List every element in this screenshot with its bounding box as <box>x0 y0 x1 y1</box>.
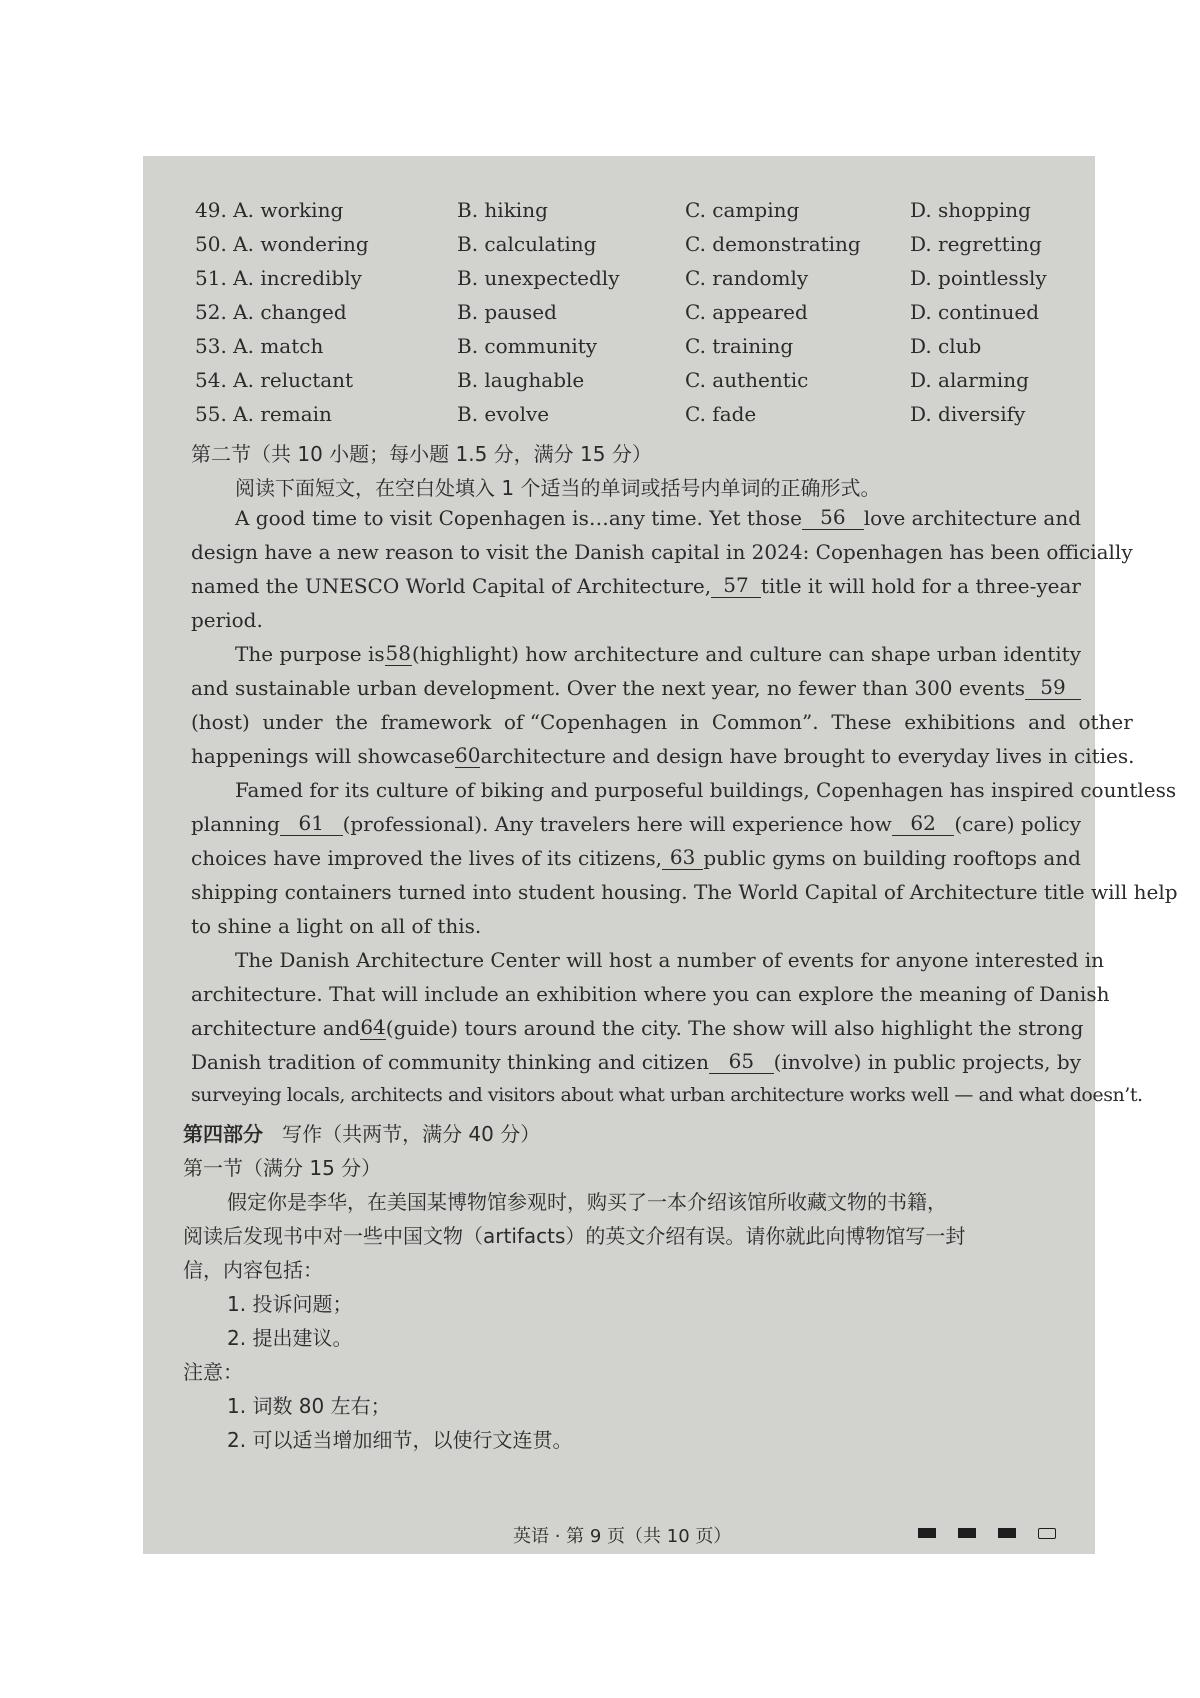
passage-text: named the UNESCO World Capital of Architecture, <box>191 574 712 598</box>
passage-line <box>191 1015 1084 1040</box>
passage-line: surveying locals, architects and visitors about what urban architecture works well — and what doesn’t. <box>191 1084 1143 1106</box>
note-item: 1. 词数 80 左右； <box>227 1394 391 1418</box>
blank-60[interactable]: 60 <box>455 743 481 767</box>
option-row-49 <box>195 198 1075 232</box>
option-a-text: A. match <box>233 334 324 358</box>
option-d: D. pointlessly <box>910 266 1047 290</box>
option-b: B. paused <box>457 300 557 324</box>
option-d: D. regretting <box>910 232 1042 256</box>
passage-text: planning <box>191 812 280 836</box>
passage-text: (guide) tours around the city. The show will also highlight the strong <box>385 1016 1084 1040</box>
blank-62[interactable]: 62 <box>892 812 955 836</box>
passage-line: period. <box>191 608 263 632</box>
passage-text: (involve) in public projects, by <box>773 1050 1081 1074</box>
part-heading <box>183 1118 540 1147</box>
passage-line <box>191 812 1081 836</box>
option-d: D. alarming <box>910 368 1029 392</box>
option-d: D. shopping <box>910 198 1031 222</box>
question-number: 52. <box>195 300 227 324</box>
passage-text: title it will hold for a three-year <box>760 574 1081 598</box>
option-b: B. laughable <box>457 368 585 392</box>
option-c: C. authentic <box>685 368 809 392</box>
option-d: D. diversify <box>910 402 1026 426</box>
option-d: D. club <box>910 334 982 358</box>
blank-63[interactable]: 63 <box>662 846 703 870</box>
passage-line <box>191 1050 1081 1074</box>
option-a-text: A. incredibly <box>233 266 362 290</box>
option-b: B. community <box>457 334 598 358</box>
note-item: 2. 可以适当增加细节，以使行文连贯。 <box>227 1428 573 1452</box>
part-title: 写作（共两节，满分 40 分） <box>282 1122 541 1146</box>
option-c: C. randomly <box>685 266 809 290</box>
question-number: 55. <box>195 402 227 426</box>
option-c: C. training <box>685 334 794 358</box>
passage-text: A good time to visit Copenhagen is…any time. Yet those <box>235 506 802 530</box>
passage-text: love architecture and <box>863 506 1081 530</box>
passage-text: architecture and design have brought to everyday lives in cities. <box>480 744 1135 768</box>
prompt-item: 1. 投诉问题； <box>227 1292 353 1316</box>
option-b: B. hiking <box>457 198 548 222</box>
option-row-52 <box>195 300 1075 334</box>
marker-square <box>918 1528 936 1538</box>
blank-58[interactable]: 58 <box>385 641 411 665</box>
option-c: C. appeared <box>685 300 808 324</box>
option-row-55 <box>195 402 1075 436</box>
passage-line: design have a new reason to visit the Danish capital in 2024: Copenhagen has been officially <box>191 540 1133 564</box>
option-a <box>195 198 343 222</box>
passage-text: public gyms on building rooftops and <box>703 846 1081 870</box>
option-b: B. unexpectedly <box>457 266 620 290</box>
passage-line <box>235 642 1081 666</box>
passage-text: choices have improved the lives of its citizens, <box>191 846 662 870</box>
question-number: 50. <box>195 232 227 256</box>
passage-text: (highlight) how architecture and culture can shape urban identity <box>411 642 1081 666</box>
passage-line <box>191 676 1081 700</box>
option-row-50 <box>195 232 1075 266</box>
blank-57[interactable]: 57 <box>711 574 761 598</box>
blank-56[interactable]: 56 <box>802 506 864 530</box>
blank-64[interactable]: 64 <box>360 1015 386 1039</box>
option-c: C. camping <box>685 198 800 222</box>
passage-line: (host) under the framework of “Copenhagen in Common”. These exhibitions and other <box>191 710 1133 734</box>
option-c: C. demonstrating <box>685 232 861 256</box>
option-c: C. fade <box>685 402 757 426</box>
passage-line: The Danish Architecture Center will host a number of events for anyone interested in <box>235 948 1105 972</box>
passage-text: (professional). Any travelers here will experience how <box>342 812 892 836</box>
option-a-text: A. remain <box>233 402 332 426</box>
blank-59[interactable]: 59 <box>1025 676 1081 700</box>
passage-line: architecture. That will include an exhibition where you can explore the meaning of Danish <box>191 982 1110 1006</box>
exam-page <box>143 156 1178 1554</box>
blank-65[interactable]: 65 <box>709 1050 774 1074</box>
part-number: 第四部分 <box>183 1122 263 1146</box>
passage-line <box>235 506 1081 530</box>
question-number: 53. <box>195 334 227 358</box>
passage-line: to shine a light on all of this. <box>191 914 482 938</box>
passage-line <box>191 846 1081 870</box>
option-b: B. calculating <box>457 232 597 256</box>
passage-line: Famed for its culture of biking and purposeful buildings, Copenhagen has inspired countless <box>235 778 1177 802</box>
subsection-heading: 第一节（满分 15 分） <box>183 1156 382 1180</box>
note-label: 注意： <box>183 1360 243 1384</box>
writing-prompt: 信，内容包括： <box>183 1258 323 1282</box>
option-row-54 <box>195 368 1075 402</box>
question-number: 49. <box>195 198 227 222</box>
passage-line <box>191 743 1135 768</box>
option-a-text: A. wondering <box>233 232 369 256</box>
passage-text: Danish tradition of community thinking and citizen <box>191 1050 709 1074</box>
writing-prompt: 假定你是李华，在美国某博物馆参观时，购买了一本介绍该馆所收藏文物的书籍， <box>227 1190 947 1214</box>
option-b: B. evolve <box>457 402 550 426</box>
section-instruction: 阅读下面短文，在空白处填入 1 个适当的单词或括号内单词的正确形式。 <box>235 476 881 500</box>
passage-line: shipping containers turned into student housing. The World Capital of Architecture title will help <box>191 880 1178 904</box>
page-footer: 英语 · 第 9 页（共 10 页） <box>513 1526 732 1547</box>
option-a-text: A. working <box>233 198 344 222</box>
page-content <box>143 156 1178 1554</box>
passage-text: architecture and <box>191 1016 361 1040</box>
prompt-item: 2. 提出建议。 <box>227 1326 353 1350</box>
option-d: D. continued <box>910 300 1039 324</box>
marker-square <box>998 1528 1016 1538</box>
blank-61[interactable]: 61 <box>280 812 343 836</box>
question-number: 51. <box>195 266 227 290</box>
marker-square <box>958 1528 976 1538</box>
question-number: 54. <box>195 368 227 392</box>
passage-text: happenings will showcase <box>191 744 456 768</box>
passage-line <box>191 574 1081 598</box>
writing-prompt: 阅读后发现书中对一些中国文物（artifacts）的英文介绍有误。请你就此向博物馆写一封 <box>183 1224 966 1248</box>
option-a-text: A. reluctant <box>233 368 354 392</box>
passage-text: The purpose is <box>235 642 385 666</box>
passage-text: (care) policy <box>954 812 1081 836</box>
section-heading: 第二节（共 10 小题；每小题 1.5 分，满分 15 分） <box>191 442 652 466</box>
passage-text: and sustainable urban development. Over the next year, no fewer than 300 events <box>191 676 1026 700</box>
option-row-53 <box>195 334 1075 368</box>
option-a-text: A. changed <box>233 300 347 324</box>
option-row-51 <box>195 266 1075 300</box>
marker-square-outline <box>1038 1528 1056 1539</box>
